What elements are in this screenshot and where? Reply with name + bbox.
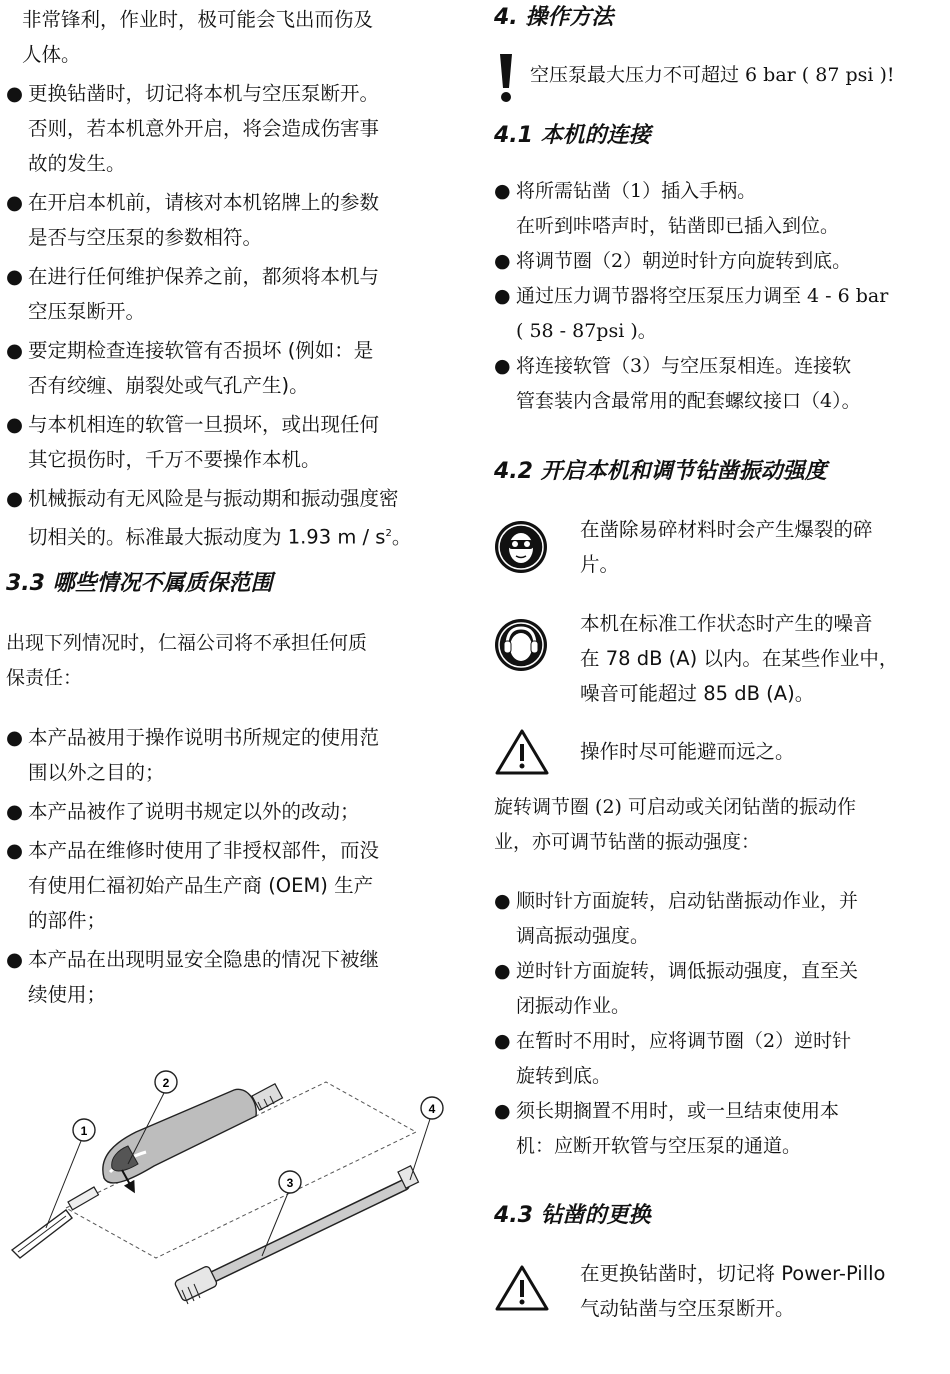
continuation-line: 人体。 — [22, 43, 81, 66]
heading-3-3: 3.3 哪些情况不属质保范围 — [6, 571, 273, 596]
goggles-text: 在凿除易碎材料时会产生爆裂的碎 — [580, 518, 873, 541]
ear-text: 噪音可能超过 85 dB (A)。 — [580, 682, 815, 705]
adjust-bullet-cont: 机：应断开软管与空压泵的通道。 — [516, 1135, 802, 1157]
ear-text: 本机在标准工作状态时产生的噪音 — [580, 612, 873, 635]
connection-bullet: ● 将所需钻凿（1）插入手柄。 — [494, 180, 757, 202]
adjust-bullet: ● 在暂时不用时，应将调节圈（2）逆时针 — [494, 1030, 852, 1052]
warning-triangle-icon — [494, 1264, 550, 1312]
superscript: 2 — [385, 528, 392, 539]
warning-triangle-icon — [494, 728, 550, 776]
safety-goggles-icon — [494, 520, 548, 574]
svg-text:1: 1 — [80, 1124, 88, 1138]
safety-bullet-cont: 是否与空压泵的参数相符。 — [28, 226, 263, 249]
adjust-bullet: ● 顺时针方面旋转，启动钻凿振动作业，并 — [494, 890, 859, 912]
safety-bullet-cont: 否则，若本机意外开启，将会造成伤害事 — [28, 117, 380, 140]
safety-bullet: ● 在进行任何维护保养之前，都须将本机与 — [6, 265, 380, 288]
warranty-bullet-cont: 的部件； — [28, 909, 107, 932]
pressure-warning-text: 空压泵最大压力不可超过 6 bar ( 87 psi )! — [530, 64, 895, 86]
caution-text: 操作时尽可能避而远之。 — [580, 740, 795, 763]
ear-protection-icon — [494, 618, 548, 672]
adjust-bullet-cont: 调高振动强度。 — [516, 925, 650, 947]
handle-drawing — [103, 1084, 283, 1188]
heading-4-3: 4.3 钻凿的更换 — [494, 1203, 651, 1228]
paragraph-line: 业，亦可调节钻凿的振动强度： — [494, 831, 761, 853]
warranty-bullet-cont: 续使用； — [28, 983, 107, 1006]
paragraph-line: 旋转调节圈 (2) 可启动或关闭钻凿的振动作 — [494, 796, 856, 818]
safety-bullet-cont: 其它损伤时，千万不要操作本机。 — [28, 448, 321, 471]
goggles-text: 片。 — [580, 553, 620, 576]
connection-bullet-cont: 管套装内含最常用的配套螺纹接口（4）。 — [516, 390, 861, 412]
warranty-bullet: ● 本产品被用于操作说明书所规定的使用范 — [6, 726, 380, 749]
safety-bullet-cont: 否有绞缠、崩裂处或气孔产生)。 — [28, 374, 309, 397]
safety-bullet: ● 与本机相连的软管一旦损坏，或出现任何 — [6, 413, 380, 436]
adjust-bullet: ● 逆时针方面旋转，调低振动强度，直至关 — [494, 960, 859, 982]
warranty-bullet: ● 本产品在出现明显安全隐患的情况下被继 — [6, 948, 380, 971]
chisel-change-text: 在更换钻凿时，切记将 Power-Pillo — [580, 1262, 886, 1285]
adjust-bullet-cont: 闭振动作业。 — [516, 995, 631, 1017]
heading-4-1: 4.1 本机的连接 — [494, 123, 651, 148]
svg-text:2: 2 — [162, 1076, 170, 1090]
continuation-line: 非常锋利，作业时，极可能会飞出而伤及 — [22, 8, 374, 31]
safety-bullet: ● 在开启本机前，请核对本机铭牌上的参数 — [6, 191, 380, 214]
warranty-bullet-cont: 有使用仁福初始产品生产商 (OEM) 生产 — [28, 874, 374, 897]
warranty-bullet-cont: 围以外之目的； — [28, 761, 165, 784]
safety-bullet: ● 要定期检查连接软管有否损坏 (例如：是 — [6, 339, 374, 362]
vibration-bullet-cont: 切相关的。标准最大振动度为 1.93 m / $s^2$。 — [28, 525, 412, 549]
connection-bullet: ● 将连接软管（3）与空压泵相连。连接软 — [494, 355, 852, 377]
safety-bullet-cont: 故的发生。 — [28, 152, 126, 175]
connection-bullet: ● 通过压力调节器将空压泵压力调至 4 - 6 bar — [494, 285, 889, 307]
svg-text:4: 4 — [428, 1102, 436, 1116]
connection-bullet-cont: 在听到咔嗒声时，钻凿即已插入到位。 — [516, 215, 840, 237]
heading-4: 4. 操作方法 — [494, 5, 614, 30]
adjust-bullet-cont: 旋转到底。 — [516, 1065, 612, 1087]
heading-4-2: 4.2 开启本机和调节钻凿振动强度 — [494, 459, 827, 484]
tool-assembly-figure — [6, 1060, 446, 1350]
paragraph-line: 出现下列情况时，仁福公司将不承担任何质 — [6, 632, 368, 654]
warranty-bullet: ● 本产品在维修时使用了非授权部件，而没 — [6, 839, 380, 862]
safety-bullet: ● 更换钻凿时，切记将本机与空压泵断开。 — [6, 82, 380, 105]
chisel-drawing — [12, 1187, 98, 1258]
chisel-change-text: 气动钻凿与空压泵断开。 — [580, 1297, 795, 1320]
callout-4 — [410, 1097, 443, 1180]
vibration-bullet: ● 机械振动有无风险是与振动期和振动强度密 — [6, 487, 399, 510]
connection-bullet-cont: ( 58 - 87psi )。 — [516, 320, 657, 342]
callout-1 — [46, 1119, 95, 1228]
paragraph-line: 保责任： — [6, 667, 83, 689]
svg-text:3: 3 — [286, 1176, 294, 1190]
exclamation-icon — [498, 52, 514, 104]
ear-text: 在 78 dB (A) 以内。在某些作业中， — [580, 647, 899, 670]
warranty-bullet: ● 本产品被作了说明书规定以外的改动； — [6, 800, 360, 823]
connection-bullet: ● 将调节圈（2）朝逆时针方向旋转到底。 — [494, 250, 852, 272]
safety-bullet-cont: 空压泵断开。 — [28, 300, 146, 323]
adjust-bullet: ● 须长期搁置不用时，或一旦结束使用本 — [494, 1100, 840, 1122]
